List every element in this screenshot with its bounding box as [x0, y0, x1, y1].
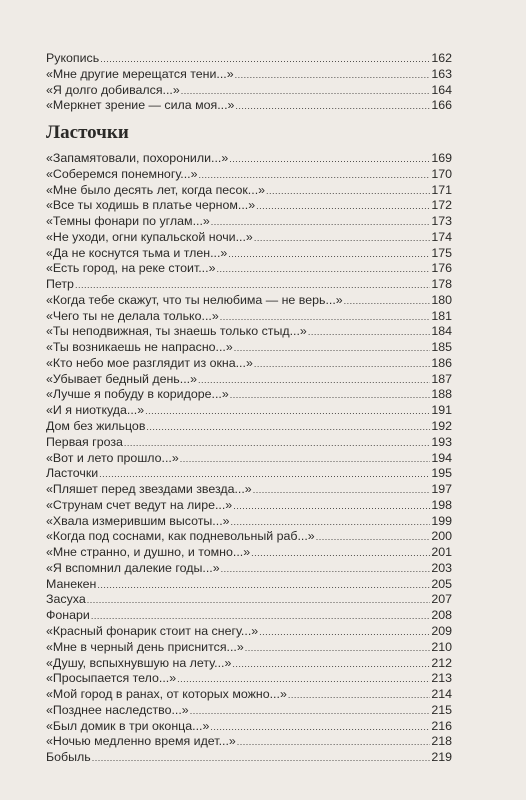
toc-entry-page: 169	[431, 151, 452, 165]
toc-entry-title: «Все ты ходишь в платье черном...»	[46, 198, 256, 213]
dot-leader	[316, 530, 431, 546]
toc-entry-page: 208	[431, 608, 452, 623]
dot-leader	[124, 436, 430, 452]
toc-entry	[46, 592, 452, 608]
toc-entry-page: 212	[431, 655, 452, 670]
toc-entry-page: 195	[431, 466, 452, 481]
toc-entry	[46, 198, 452, 214]
toc-entry	[46, 356, 452, 372]
toc-entry-title: Бобыль	[46, 750, 91, 765]
toc-entry-page: 175	[431, 245, 452, 260]
toc-entry-page: 214	[431, 687, 452, 702]
toc-entry-title: «Мне было десять лет, когда песок...»	[46, 182, 266, 197]
toc-entry-title: «Убывает бедный день...»	[46, 371, 197, 386]
dot-leader	[231, 515, 431, 531]
toc-entry-page: 191	[431, 403, 452, 418]
toc-entry	[46, 340, 452, 356]
toc-entry-page: 210	[431, 639, 452, 654]
dot-leader	[180, 452, 431, 468]
toc-entry-page: 181	[431, 308, 452, 323]
toc-entry-title: «Не уходи, огни купальской ночи...»	[46, 229, 253, 244]
toc-entry	[46, 214, 452, 230]
toc-entry-title: Фонари	[46, 608, 90, 623]
toc-list-main	[46, 151, 452, 766]
toc-entry-title: «Мне в черный день приснится...»	[46, 639, 244, 654]
toc-entry	[46, 183, 452, 199]
dot-leader	[92, 751, 431, 767]
toc-entry-title: «Струнам счет ведут на лире...»	[46, 497, 233, 512]
toc-entry-title: «Чего ты не делала только...»	[46, 308, 219, 323]
dot-leader	[232, 657, 430, 673]
toc-entry	[46, 577, 452, 593]
dot-leader	[181, 84, 431, 100]
toc-entry-title: «Я долго добивался...»	[46, 82, 180, 97]
toc-entry	[46, 419, 452, 435]
toc-entry-page: 188	[431, 387, 452, 402]
toc-entry-page: 176	[431, 261, 452, 276]
dot-leader	[99, 467, 430, 483]
toc-entry-page: 201	[431, 545, 452, 560]
dot-leader	[259, 625, 430, 641]
toc-entry-page: 178	[431, 277, 452, 292]
toc-entry-title: «Ночью медленно время идет...»	[46, 734, 236, 749]
toc-entry-page: 197	[431, 482, 452, 497]
toc-entry-page: 172	[431, 198, 452, 213]
dot-leader	[146, 420, 430, 436]
dot-leader	[216, 262, 430, 278]
toc-entry	[46, 656, 452, 672]
dot-leader	[100, 52, 430, 68]
dot-leader	[199, 168, 431, 184]
dot-leader	[145, 404, 430, 420]
dot-leader	[266, 184, 430, 200]
toc-entry-title: «Есть город, на реке стоит...»	[46, 261, 216, 276]
dot-leader	[177, 672, 430, 688]
toc-entry-title: «Когда под соснами, как подневольный раб...»	[46, 529, 315, 544]
toc-entry	[46, 750, 452, 766]
toc-entry-title: «Позднее наследство...»	[46, 702, 189, 717]
toc-entry-title: «Лучше я побуду в коридоре...»	[46, 387, 229, 402]
dot-leader	[221, 562, 431, 578]
toc-entry-page: 213	[431, 671, 452, 686]
toc-entry-title: Засуха	[46, 592, 86, 607]
dot-leader	[233, 499, 430, 515]
toc-entry-title: Ласточки	[46, 466, 99, 481]
toc-entry-page: 192	[431, 419, 452, 434]
toc-entry	[46, 703, 452, 719]
toc-entry-title: «Когда тебе скажут, что ты нелюбима — не верь...»	[46, 292, 343, 307]
toc-list-top	[46, 51, 452, 114]
toc-entry-page: 184	[431, 324, 452, 339]
toc-entry-title: «Соберемся понемногу...»	[46, 166, 198, 181]
dot-leader	[91, 609, 430, 625]
toc-entry-title: Манекен	[46, 576, 97, 591]
dot-leader	[97, 578, 430, 594]
dot-leader	[254, 357, 430, 373]
toc-entry-title: «Хвала измерившим высоты...»	[46, 513, 230, 528]
dot-leader	[253, 483, 431, 499]
dot-leader	[75, 278, 430, 294]
dot-leader	[210, 720, 430, 736]
toc-entry-page: 218	[431, 734, 452, 749]
dot-leader	[228, 247, 430, 263]
toc-entry-title: Рукопись	[46, 51, 100, 65]
toc-entry-page: 185	[431, 340, 452, 355]
toc-entry-title: «Ты неподвижная, ты знаешь только стыд...»	[46, 324, 307, 339]
toc-entry-page: 200	[431, 529, 452, 544]
toc-entry-page: 166	[431, 98, 452, 113]
toc-entry-page: 170	[431, 166, 452, 181]
toc-entry	[46, 309, 452, 325]
toc-entry	[46, 51, 452, 67]
section-heading: Ласточки	[46, 122, 129, 143]
dot-leader	[230, 388, 431, 404]
toc-entry-title: «Меркнет зрение — сила моя...»	[46, 98, 235, 113]
toc-entry	[46, 403, 452, 419]
toc-entry-title: «Кто небо мое разглядит из окна...»	[46, 355, 253, 370]
toc-entry	[46, 246, 452, 262]
toc-entry-title: «Мне другие мерещатся тени...»	[46, 66, 234, 81]
toc-entry-page: 163	[431, 66, 452, 81]
toc-entry-page: 203	[431, 560, 452, 575]
toc-entry-title: «Мне странно, и душно, и томно...»	[46, 545, 251, 560]
toc-entry	[46, 83, 452, 99]
toc-entry-page: 171	[431, 182, 452, 197]
toc-entry	[46, 608, 452, 624]
toc-entry-title: «Просыпается тело...»	[46, 671, 177, 686]
toc-entry	[46, 230, 452, 246]
toc-entry	[46, 482, 452, 498]
dot-leader	[288, 688, 430, 704]
toc-entry-title: «И я ниоткуда...»	[46, 403, 145, 418]
dot-leader	[254, 231, 431, 247]
dot-leader	[220, 310, 431, 326]
toc-entry-title: «Был домик в три оконца...»	[46, 718, 210, 733]
toc-entry	[46, 98, 452, 114]
dot-leader	[237, 735, 431, 751]
toc-entry-page: 205	[431, 576, 452, 591]
toc-entry-title: «Я вспомнил далекие годы...»	[46, 560, 220, 575]
toc-entry	[46, 719, 452, 735]
toc-entry-page: 174	[431, 229, 452, 244]
toc-entry	[46, 167, 452, 183]
toc-entry-title: «Мой город в ранах, от которых можно...»	[46, 687, 287, 702]
toc-entry	[46, 151, 452, 167]
toc-entry	[46, 372, 452, 388]
dot-leader	[190, 704, 431, 720]
toc-entry-page: 198	[431, 497, 452, 512]
toc-entry	[46, 498, 452, 514]
toc-entry-page: 194	[431, 450, 452, 465]
toc-entry-page: 162	[431, 51, 452, 65]
toc-entry-page: 207	[431, 592, 452, 607]
toc-entry	[46, 293, 452, 309]
dot-leader	[87, 593, 431, 609]
toc-entry-page: 193	[431, 434, 452, 449]
toc-entry	[46, 466, 452, 482]
toc-entry	[46, 734, 452, 750]
toc-entry	[46, 624, 452, 640]
toc-entry	[46, 387, 452, 403]
dot-leader	[235, 99, 430, 115]
dot-leader	[256, 199, 430, 215]
toc-entry-title: «Пляшет перед звездами звезда...»	[46, 482, 252, 497]
toc-entry-title: «Да не коснутся тьма и тлен...»	[46, 245, 228, 260]
toc-entry-page: 180	[431, 292, 452, 307]
toc-entry	[46, 514, 452, 530]
toc-entry-title: «Темны фонари по углам...»	[46, 214, 210, 229]
toc-entry-page: 164	[431, 82, 452, 97]
dot-leader	[211, 215, 431, 231]
toc-entry-page: 216	[431, 718, 452, 733]
toc-entry-title: Дом без жильцов	[46, 419, 146, 434]
toc-entry	[46, 687, 452, 703]
toc-entry-title: Первая гроза	[46, 434, 123, 449]
toc-entry-title: «Вот и лето прошло...»	[46, 450, 179, 465]
toc-entry	[46, 435, 452, 451]
toc-entry-page: 215	[431, 702, 452, 717]
toc-entry	[46, 640, 452, 656]
toc-entry	[46, 277, 452, 293]
dot-leader	[251, 546, 430, 562]
toc-entry	[46, 671, 452, 687]
toc-entry	[46, 261, 452, 277]
toc-entry	[46, 324, 452, 340]
dot-leader	[229, 152, 430, 168]
toc-entry-title: «Запамятовали, похоронили...»	[46, 151, 229, 165]
toc-entry-title: Петр	[46, 277, 74, 292]
toc-entry	[46, 561, 452, 577]
dot-leader	[235, 68, 431, 84]
toc-entry	[46, 529, 452, 545]
dot-leader	[234, 341, 431, 357]
toc-entry-page: 209	[431, 623, 452, 638]
toc-entry	[46, 67, 452, 83]
toc-entry	[46, 545, 452, 561]
toc-entry-title: «Душу, вспыхнувшую на лету...»	[46, 655, 232, 670]
toc-entry-title: «Красный фонарик стоит на снегу...»	[46, 623, 259, 638]
dot-leader	[245, 641, 431, 657]
toc-entry-page: 186	[431, 355, 452, 370]
toc-entry-page: 187	[431, 371, 452, 386]
dot-leader	[344, 294, 431, 310]
dot-leader	[308, 325, 431, 341]
toc-entry-page: 199	[431, 513, 452, 528]
toc-entry-page: 219	[431, 750, 452, 765]
toc-entry-title: «Ты возникаешь не напрасно...»	[46, 340, 233, 355]
dot-leader	[198, 373, 430, 389]
toc-entry-page: 173	[431, 214, 452, 229]
toc-entry	[46, 451, 452, 467]
